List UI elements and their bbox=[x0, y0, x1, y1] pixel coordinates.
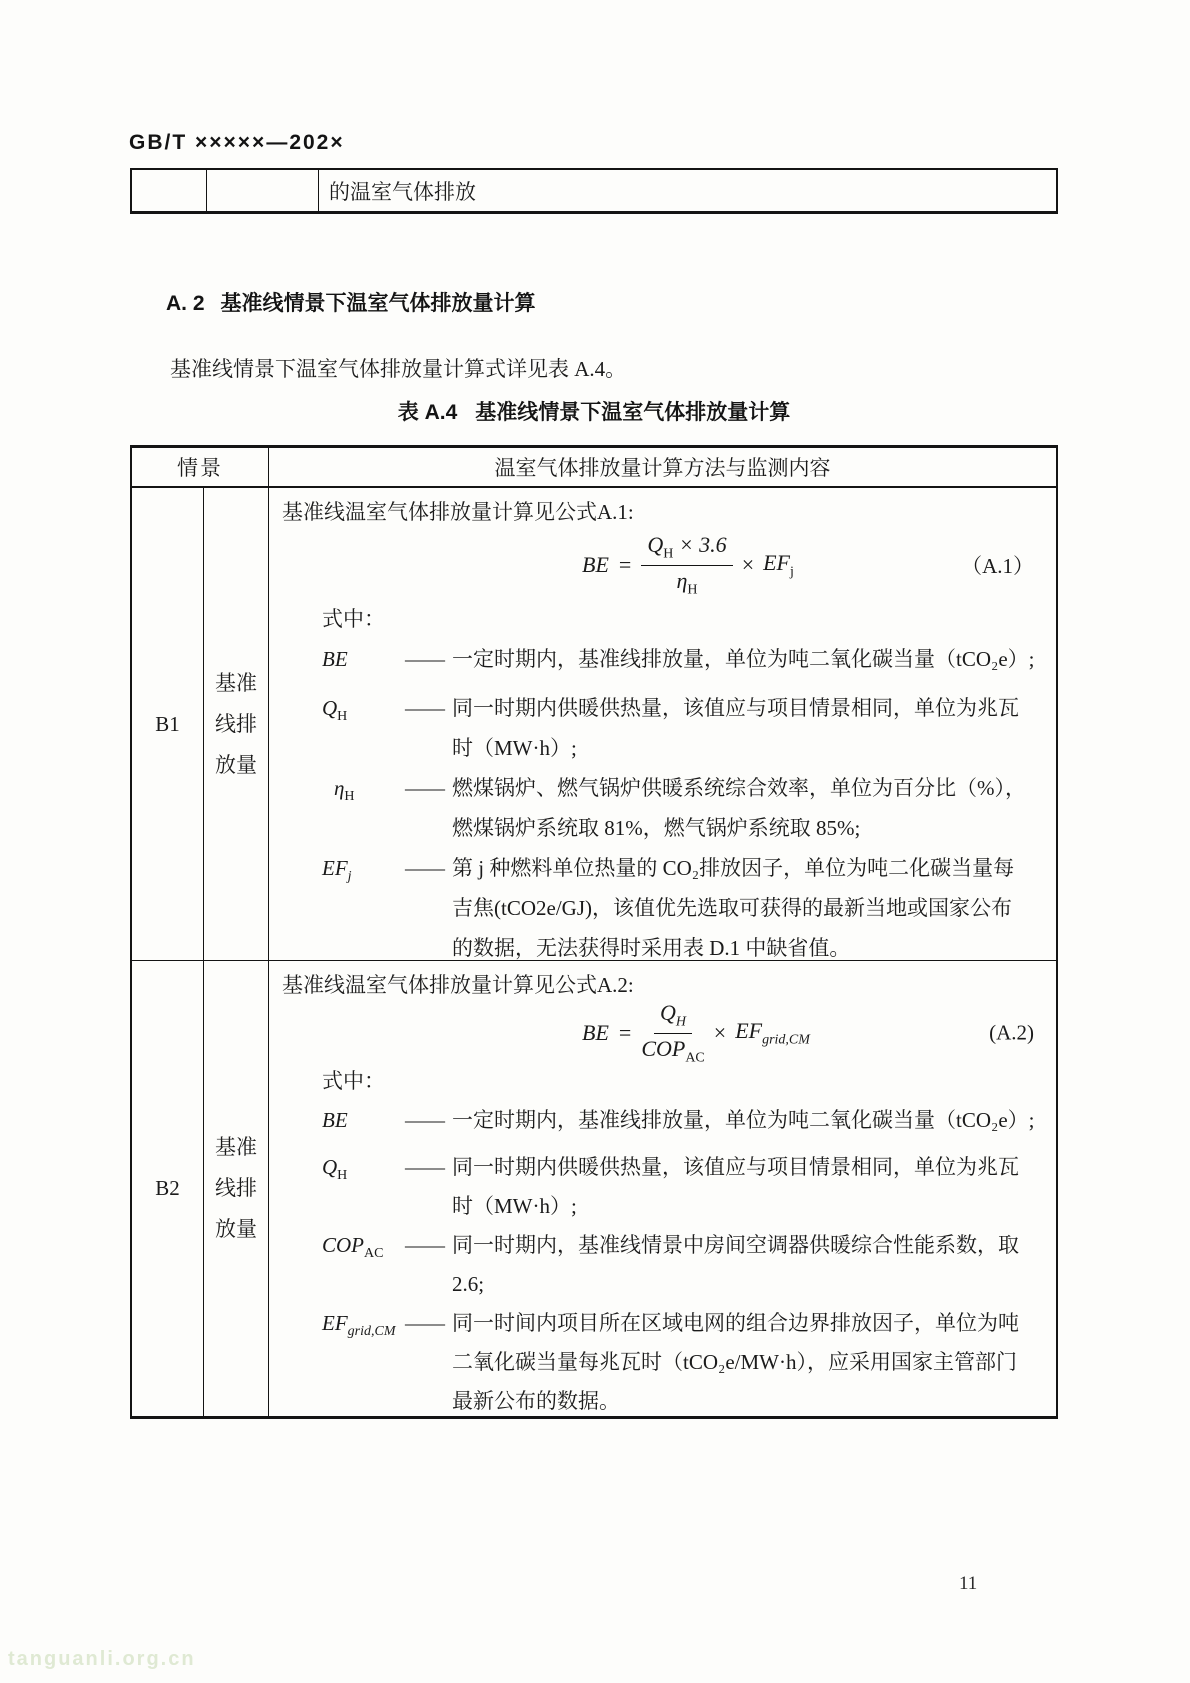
parameter-symbol bbox=[322, 1304, 405, 1416]
previous-page-table-fragment bbox=[130, 168, 1058, 214]
parameter-definition bbox=[322, 1148, 1044, 1226]
formula-a1 bbox=[282, 531, 1044, 599]
parameter-symbol bbox=[322, 1148, 405, 1226]
definition-dash: —— bbox=[405, 1233, 443, 1258]
row-label-cell bbox=[204, 488, 269, 960]
parameter-description bbox=[452, 848, 1044, 960]
row-label-cell bbox=[204, 961, 269, 1416]
numerator-symbol: Q bbox=[660, 1000, 676, 1026]
table-caption bbox=[130, 396, 1058, 426]
symbol-base: COP bbox=[322, 1233, 364, 1258]
symbol-base: EF bbox=[322, 856, 348, 881]
equals-sign: = bbox=[618, 1020, 632, 1045]
description-line: 第 j 种燃料单位热量的 CO₂排放因子，单位为吨二化碳当量每 bbox=[452, 856, 1015, 881]
numerator-symbol: Q bbox=[647, 532, 664, 558]
parameter-description bbox=[452, 688, 1044, 768]
section-heading bbox=[166, 287, 536, 317]
page-number: 11 bbox=[959, 1573, 978, 1594]
parameter-description bbox=[452, 1101, 1044, 1148]
parameter-description bbox=[452, 1226, 1044, 1304]
description-line: 同一时间内项目所在区域电网的组合边界排放因子，单位为吨 bbox=[452, 1311, 1019, 1336]
row-label-line: 基准 bbox=[215, 670, 257, 695]
where-label: 式中： bbox=[322, 607, 385, 631]
symbol-subscript: H bbox=[337, 1168, 348, 1184]
parameter-definition bbox=[322, 639, 1044, 688]
equals-sign: = bbox=[618, 552, 632, 577]
table-row-b2 bbox=[132, 961, 1056, 1416]
parameter-definition bbox=[322, 1304, 1044, 1416]
header-cell-scenario: 情景 bbox=[132, 448, 269, 486]
denominator-symbol: COP bbox=[641, 1035, 686, 1061]
symbol-subscript: grid,CM bbox=[347, 1324, 396, 1340]
parameter-description bbox=[452, 1148, 1044, 1226]
parameter-definition bbox=[322, 768, 1044, 848]
description-line: 同一时期内供暖供热量，该值应与项目情景相同，单位为兆瓦 bbox=[452, 1155, 1019, 1180]
row-id-cell: B2 bbox=[132, 961, 204, 1416]
symbol-subscript: j bbox=[347, 869, 352, 885]
formula-rhs bbox=[735, 1018, 810, 1048]
description-line: 同一时期内供暖供热量，该值应与项目情景相同，单位为兆瓦 bbox=[452, 696, 1019, 721]
description-line: 燃煤锅炉、燃气锅炉供暖系统综合效率，单位为百分比（%）， bbox=[452, 776, 1026, 801]
fraction-numerator bbox=[654, 1000, 692, 1033]
row-content-cell bbox=[269, 488, 1056, 960]
formula-expression bbox=[582, 1000, 810, 1066]
standard-number-header: GB/T ×××××—202× bbox=[129, 131, 345, 154]
description-line: 时（MW·h）; bbox=[452, 1194, 577, 1219]
definition-dash: —— bbox=[405, 696, 443, 721]
formula-expression bbox=[582, 532, 794, 598]
fragment-empty-cell-2 bbox=[207, 170, 319, 211]
symbol-subscript: H bbox=[344, 789, 355, 805]
symbol-subscript: AC bbox=[364, 1246, 384, 1262]
parameter-symbol bbox=[322, 768, 405, 848]
row-label-line: 放量 bbox=[215, 1217, 257, 1241]
rhs-subscript: j bbox=[790, 564, 794, 580]
parameter-definition bbox=[322, 848, 1044, 960]
symbol-base: Q bbox=[322, 1155, 338, 1180]
row-label-line: 线排 bbox=[215, 711, 257, 736]
row-label-line: 基准 bbox=[215, 1135, 257, 1159]
rhs-symbol: EF bbox=[735, 1017, 763, 1043]
symbol-base: η bbox=[334, 776, 345, 801]
numerator-factor: × 3.6 bbox=[673, 532, 727, 558]
symbol-subscript: H bbox=[337, 709, 348, 725]
definition-dash: —— bbox=[405, 1155, 443, 1180]
parameter-symbol bbox=[322, 848, 405, 960]
row-label-line: 线排 bbox=[215, 1176, 257, 1200]
rhs-subscript: grid,CM bbox=[762, 1032, 810, 1048]
fragment-empty-cell-1 bbox=[132, 170, 207, 211]
symbol-base: BE bbox=[322, 1108, 348, 1132]
times-sign: × bbox=[741, 552, 755, 577]
description-line: 吉焦(tCO2e/GJ)，该值优先选取可获得的最新当地或国家公布 bbox=[452, 896, 1012, 921]
parameter-definition bbox=[322, 1101, 1044, 1148]
description-line: 最新公布的数据。 bbox=[452, 1389, 620, 1414]
definition-dash: —— bbox=[405, 856, 443, 881]
numerator-subscript: H bbox=[675, 1014, 687, 1030]
parameter-symbol bbox=[322, 639, 405, 688]
description-line: 一定时期内，基准线排放量，单位为吨二氧化碳当量（tCO₂e）; bbox=[452, 1108, 1035, 1132]
parameter-description bbox=[452, 768, 1044, 848]
table-a4 bbox=[130, 445, 1058, 1419]
table-row-b1 bbox=[132, 488, 1056, 961]
definition-dash: —— bbox=[405, 1311, 443, 1336]
fragment-text-cell: 的温室气体排放 bbox=[329, 180, 476, 204]
fraction-denominator bbox=[676, 566, 697, 598]
definition-dash: —— bbox=[405, 776, 443, 801]
intro-paragraph: 基准线情景下温室气体排放量计算式详见表 A.4。 bbox=[170, 357, 627, 381]
section-title: 基准线情景下温室气体排放量计算 bbox=[220, 292, 536, 315]
denominator-subscript: H bbox=[687, 581, 698, 597]
parameter-description bbox=[452, 1304, 1044, 1416]
formula-lhs: BE bbox=[582, 552, 609, 577]
denominator-subscript: AC bbox=[685, 1049, 705, 1065]
description-line: 的数据，无法获得时采用表 D.1 中缺省值。 bbox=[452, 936, 851, 960]
description-line: 燃煤锅炉系统取 81%，燃气锅炉系统取 85%; bbox=[452, 816, 861, 841]
times-sign: × bbox=[713, 1020, 727, 1045]
row-id-cell: B1 bbox=[132, 488, 204, 960]
fraction bbox=[641, 1000, 704, 1066]
row-content-cell bbox=[269, 961, 1056, 1416]
section-number: A. 2 bbox=[166, 292, 205, 315]
denominator-symbol: η bbox=[676, 567, 688, 593]
parameter-description bbox=[452, 639, 1044, 688]
formula-rhs bbox=[763, 550, 794, 580]
parameter-symbol bbox=[322, 1101, 405, 1148]
parameter-symbol bbox=[322, 688, 405, 768]
definition-dash: —— bbox=[405, 647, 443, 671]
parameter-definition bbox=[322, 688, 1044, 768]
rhs-symbol: EF bbox=[763, 549, 790, 575]
description-line: 同一时期内，基准线情景中房间空调器供暖综合性能系数，取 bbox=[452, 1233, 1019, 1258]
formula-intro: 基准线温室气体排放量计算见公式A.1: bbox=[282, 500, 634, 524]
fraction-denominator bbox=[641, 1034, 704, 1066]
numerator-subscript: H bbox=[663, 546, 674, 562]
description-line: 一定时期内，基准线排放量，单位为吨二氧化碳当量（tCO₂e）; bbox=[452, 647, 1035, 671]
description-line: 2.6; bbox=[452, 1272, 485, 1297]
fraction bbox=[641, 532, 732, 598]
parameter-definition bbox=[322, 1226, 1044, 1304]
header-cell-method: 温室气体排放量计算方法与监测内容 bbox=[494, 456, 831, 480]
fraction-numerator bbox=[641, 532, 732, 565]
description-line: 时（MW·h）; bbox=[452, 736, 577, 761]
watermark-text: tanguanli.org.cn bbox=[8, 1648, 196, 1670]
row-label-line: 放量 bbox=[215, 752, 257, 777]
description-line: 二氧化碳当量每兆瓦时（tCO₂e/MW·h），应采用国家主管部门 bbox=[452, 1350, 1017, 1375]
equation-number: (A.2) bbox=[989, 1020, 1034, 1045]
where-label: 式中： bbox=[322, 1069, 385, 1093]
formula-intro: 基准线温室气体排放量计算见公式A.2: bbox=[282, 973, 634, 997]
formula-lhs: BE bbox=[582, 1020, 609, 1045]
table-caption-label: 表 A.4 bbox=[397, 401, 458, 424]
equation-number: （A.1） bbox=[961, 554, 1034, 578]
table-header-row bbox=[132, 448, 1056, 488]
symbol-base: Q bbox=[322, 696, 338, 721]
symbol-base: EF bbox=[322, 1311, 348, 1336]
definition-dash: —— bbox=[405, 1108, 443, 1132]
formula-a2 bbox=[282, 1000, 1044, 1065]
table-caption-title: 基准线情景下温室气体排放量计算 bbox=[475, 401, 791, 424]
parameter-symbol bbox=[322, 1226, 405, 1304]
symbol-base: BE bbox=[322, 647, 348, 671]
